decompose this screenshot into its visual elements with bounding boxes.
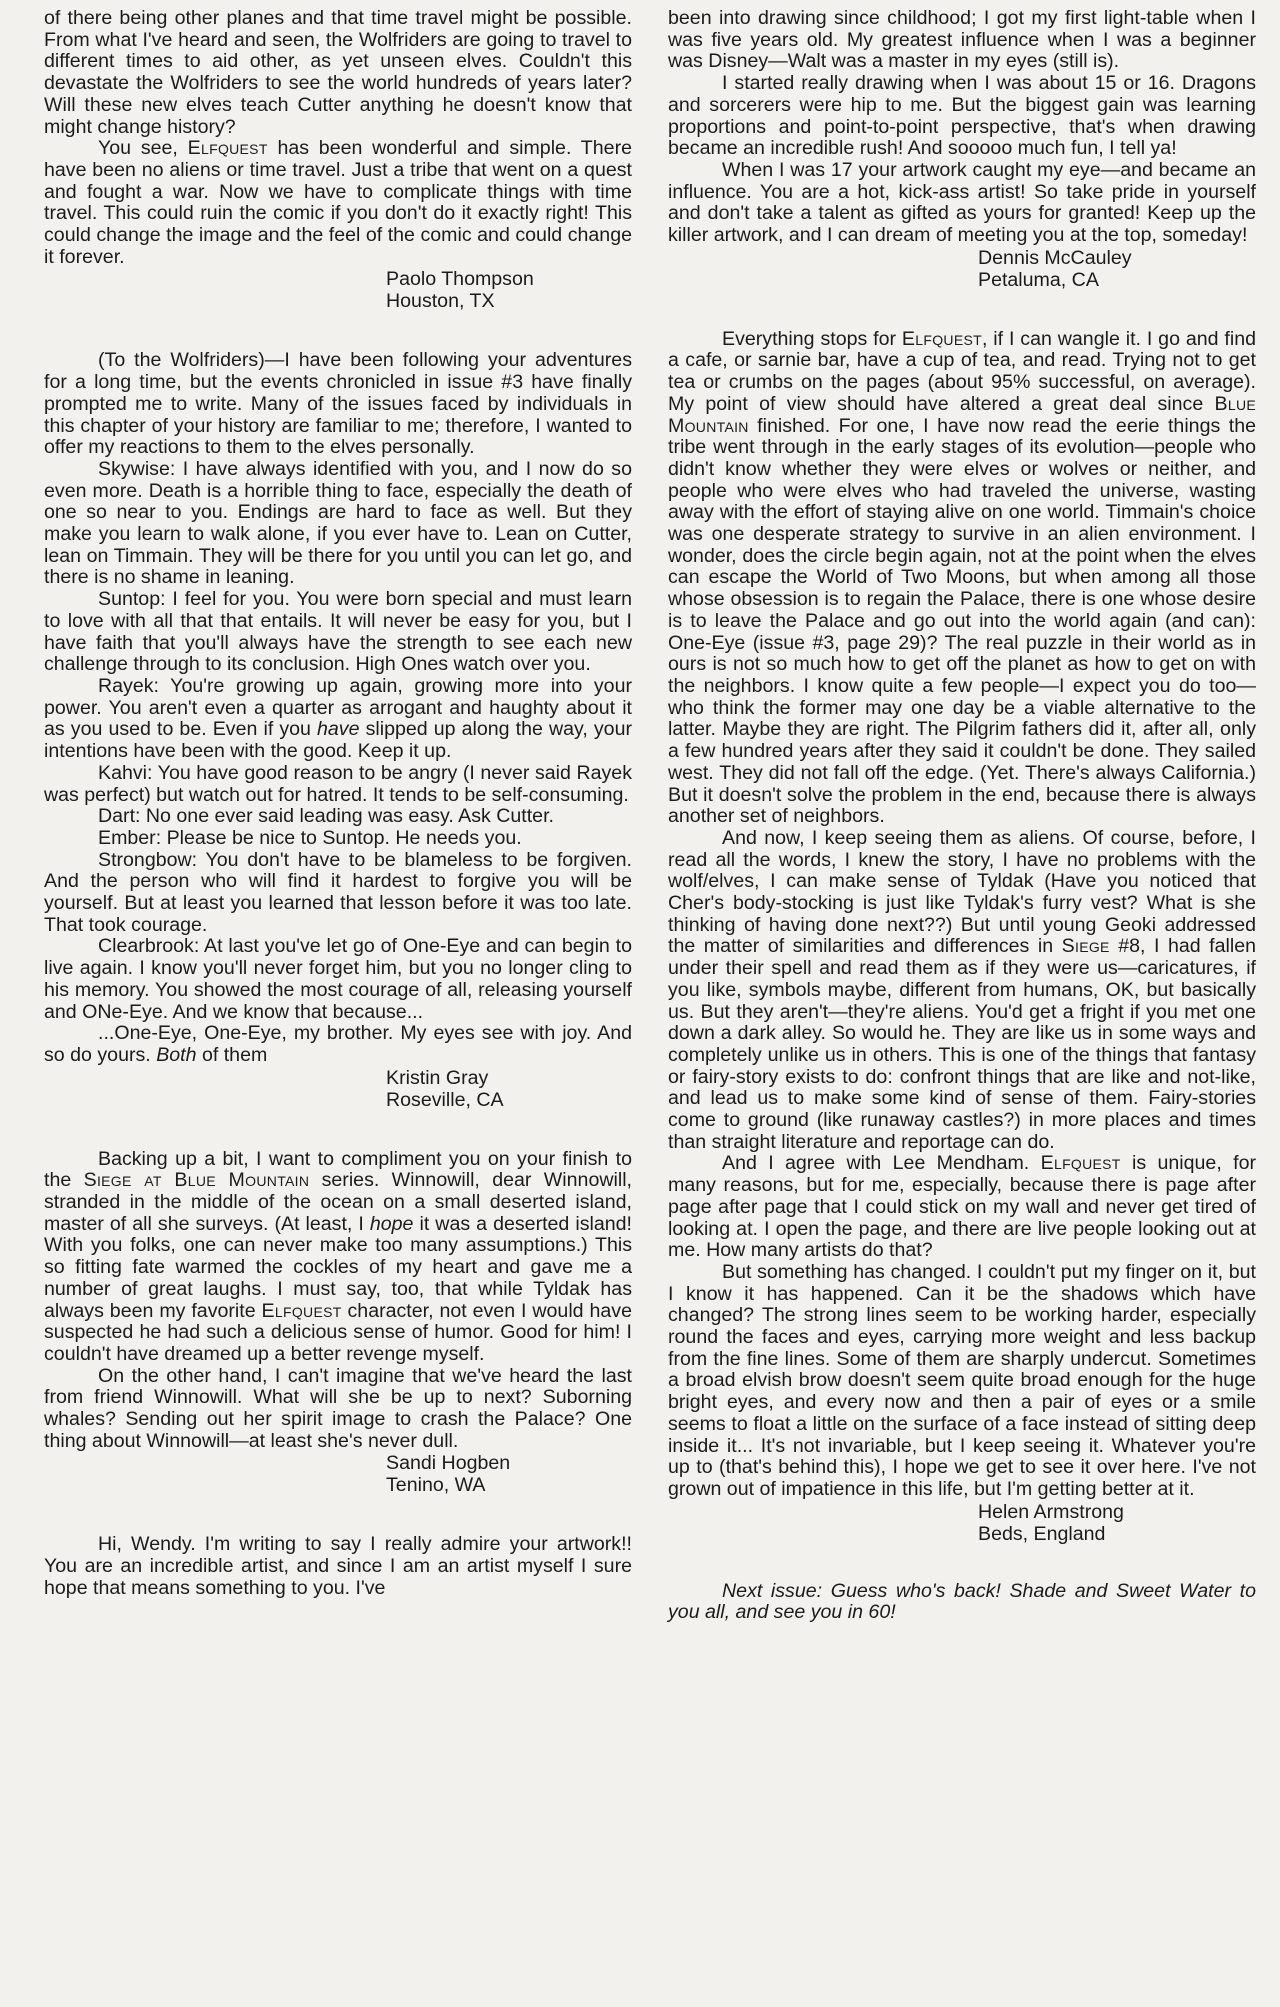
signature-name: Kristin Gray: [386, 1066, 489, 1089]
signature-name: Dennis McCauley: [978, 246, 1132, 269]
text-run: And now, I keep seeing them as aliens. Of course, before, I read all the words, I knew the story, I have no problems with the wolf/elves, I can make sense of Tyldak (Have you noticed that Cher's body-stocking is just like Tyldak's furry vest? What is she thinking of having done next??) But until young Geoki addressed the matter of similarities and differences in: [668, 826, 1256, 958]
emphasis: have: [317, 718, 360, 741]
signature-name: Sandi Hogben: [386, 1452, 511, 1475]
signature-place: Beds, England: [978, 1522, 1106, 1545]
text-run: Backing up a bit, I want to compliment you on your finish to the: [44, 1147, 632, 1192]
signature-place: Tenino, WA: [386, 1474, 486, 1497]
right-column: [668, 8, 1256, 2007]
letter-paragraph: On the other hand, I can't imagine that we've heard the last from friend Winnowill. What will she be up to next? Suborning whales? Sending out her spirit image to crash the Palace? One thing about Winnowill—at least she's never dull.: [44, 1364, 632, 1452]
text-run: And I agree with Lee Mendham.: [722, 1152, 1041, 1175]
text-run: Everything stops for: [722, 327, 902, 350]
letter-paragraph: When I was 17 your artwork caught my eye—and became an influence. You are a hot, kick-ass artist! So take pride in yourself and don't take a talent as gifted as yours for granted! Keep up the killer artwork, and I can dream of meeting you at the top, someday!: [668, 158, 1256, 247]
text-run: , if I can wangle it. I go and find a cafe, or sarnie bar, have a cup of tea, and read. Trying not to get tea or crumbs on the pages (about 95% successful, on average). My point of view should have altered a great deal since: [668, 327, 1257, 415]
signature-place: Houston, TX: [386, 290, 495, 313]
letter-paragraph: [668, 1153, 1256, 1262]
text-run: slipped up along the way, your intentions have been with the good. Keep it up.: [44, 718, 632, 763]
text-run: Rayek: You're growing up again, growing more into your power. You aren't even a quarter as arrogant and haughty about it as you used to be. Even if you: [44, 674, 632, 741]
letter-paragraph: Kahvi: You have good reason to be angry (I never said Rayek was perfect) but watch out for hatred. It tends to be self-consuming.: [44, 761, 632, 806]
letter-paragraph: [44, 1023, 632, 1066]
letter-paragraph: I started really drawing when I was about 15 or 16. Dragons and sorcerers were hip to me. But the biggest gain was learning proportions and point-to-point perspective, that's when drawing became an incredible rush! And sooooo much fun, I tell ya!: [668, 72, 1256, 160]
letter-paragraph: Strongbow: You don't have to be blameless to be forgiven. And the person who will find it hardest to forgive you will be yourself. But at least you learned that lesson before it was too late. That took courage.: [44, 848, 632, 936]
text-run: it was a deserted island! With you folks, one can never make too many assumptions.) This so fitting fate warmed the cockles of my heart and gave me a number of great laughs. I must say, too, that while Tyldak has always been my favorite: [44, 1212, 632, 1322]
text-run: You see,: [98, 137, 188, 160]
letter-separator: [44, 1111, 632, 1149]
signature-name: Paolo Thompson: [386, 268, 534, 291]
text-run: is unique, for many reasons, but for me, especially, because there is page after page after page that I could stick on my wall and never get tired of looking at. I open the page, and there are live people looking out at me. How many artists do that?: [668, 1152, 1256, 1262]
letter-separator: [44, 312, 632, 350]
next-issue-note: Next issue: Guess who's back! Shade and Sweet Water to you all, and see you in 60!: [668, 1579, 1256, 1624]
letter-paragraph: But something has changed. I couldn't put my finger on it, but I know it has happened. Can it be the shadows which have changed? The strong lines seem to be working harder, especially round the faces and eyes, carrying more weight and less backup from the fine lines. Some of them are sharply undercut. Sometimes a broad elvish brow doesn't seem quite broad enough for the huge bright eyes, and every now and then a pair of eyes or a smile seems to float a little on the surface of a face instead of sitting deep inside it... It's not invariable, but I keep seeing it. Whatever you're up to (that's behind this), I hope we get to see it over here. I've not grown out of impatience in this life, but I'm getting better at it.: [668, 1260, 1256, 1500]
title-elfquest: Elfquest: [187, 137, 268, 160]
text-run: #8, I had fallen under their spell and read them as if they were us—caricatures, if you like, symbols maybe, different from humans, OK, but basically us. But they aren't—they're aliens. You'd get a fright if you met one down a dark alley. So would he. They are like us in some ways and completely unlike us in others. This is one of the things that fantasy or fairy-story exists to do: confront things that are like and not-like, and lead us to make some kind of sense of them. Fairy-stories come to ground (like runaway castles?) in more places and times than straight literature and reportage can do.: [668, 935, 1256, 1153]
letter-paragraph: [44, 1149, 632, 1366]
letter-paragraph: [668, 828, 1256, 1154]
letter-paragraph: [44, 676, 632, 763]
title-siege: Siege at Blue Mountain: [83, 1169, 310, 1192]
letter-paragraph: Skywise: I have always identified with you, and I now do so even more. Death is a horrible thing to face, especially the death of one so near to you. Endings are hard to face as well. But they make you learn to walk alone, if you ever have to. Lean on Cutter, lean on Timmain. They will be there for you until you can let go, and there is no shame in leaning.: [44, 457, 632, 589]
left-column: [44, 8, 632, 2007]
title-elfquest: Elfquest: [261, 1299, 342, 1322]
letter-paragraph: Clearbrook: At last you've let go of One-Eye and can begin to live again. I know you'll never forget him, but you no longer cling to his memory. You showed the most courage of all, releasing yourself and ONe-Eye. And we know that because...: [44, 935, 632, 1023]
text-run: of them: [196, 1043, 268, 1066]
letter-separator: [44, 1496, 632, 1534]
text-run: series. Winnowill, dear Winnowill, stranded in the middle of the ocean on a small deserted island, master of all she surveys. (At least, I: [44, 1169, 632, 1235]
signature-place: Roseville, CA: [386, 1088, 504, 1111]
letter-paragraph: been into drawing since childhood; I got my first light-table when I was five years old. My greatest influence when I was a beginner was Disney—Walt was a master in my eyes (still is).: [668, 7, 1256, 73]
text-run: ...One-Eye, One-Eye, my brother. My eyes see with joy. And so do yours.: [44, 1022, 632, 1066]
title-blue-mountain: Blue Mountain: [668, 392, 1256, 437]
text-run: finished. For one, I have now read the eerie things the tribe went through in the early stages of its evolution—people who didn't know whether they were elves or wolves or neither, and people who were elves who had traveled the universe, wasting away with the effort of staying alive on one world. Timmain's choice was one desperate strategy to survive in an alien environment. I wonder, does the circle begin again, not at the point when the elves can escape the World of Two Moons, but when among all those whose obsession is to regain the Palace, there is one whose desire is to leave the Palace and go out into the world again (and can): One-Eye (issue #3, page 29)? The real puzzle in their world as in ours is not so much how to get off the planet as how to get on with the neighbors. I know quite a few people—I expect you do too—who think the former may one day be a viable alternative to the latter. Maybe they are right. The Pilgrim fathers did it, after all, only a few hundred years after they said it couldn't be done. They sailed west. They did not fall off the edge. (Yet. There's always California.) But it doesn't solve the problem in the end, because there is always another set of neighbors.: [668, 414, 1256, 828]
letter-paragraph: [44, 138, 632, 268]
title-siege: Siege: [1061, 935, 1110, 958]
letter-paragraph: of there being other planes and that time travel might be possible. From what I've heard and seen, the Wolfriders are going to travel to different times to aid other, as yet unseen elves. Couldn't this devastate the Wolfriders to see the world hundreds of years later? Will these new elves teach Cutter anything he doesn't know that might change history?: [44, 7, 632, 138]
letter-paragraph: [668, 329, 1256, 828]
title-elfquest: Elfquest: [1040, 1152, 1121, 1175]
letter-separator: [668, 291, 1256, 329]
signature-place: Petaluma, CA: [978, 268, 1099, 291]
emphasis: hope: [369, 1212, 414, 1235]
letter-paragraph: (To the Wolfriders)—I have been following your adventures for a long time, but the events chronicled in issue #3 have finally prompted me to write. Many of the issues faced by individuals in this chapter of your history are familiar to me; therefore, I wanted to offer my reactions to them to the elves personally.: [44, 349, 632, 459]
letter-paragraph: Dart: No one ever said leading was easy. Ask Cutter.: [98, 805, 554, 828]
title-elfquest: Elfquest: [901, 327, 982, 350]
letter-paragraph: Ember: Please be nice to Suntop. He needs you.: [98, 826, 522, 849]
emphasis: Both: [156, 1043, 197, 1066]
signature-name: Helen Armstrong: [978, 1500, 1124, 1523]
letter-paragraph: Hi, Wendy. I'm writing to say I really admire your artwork!! You are an incredible artist, and since I am an artist myself I sure hope that means something to you. I've: [44, 1533, 632, 1599]
text-run: character, not even I would have suspected he had such a delicious sense of humor. Good for him! I couldn't have dreamed up a better revenge myself.: [44, 1299, 632, 1365]
text-run: has been wonderful and simple. There have been no aliens or time travel. Just a tribe that went on a quest and fought a war. Now we have to complicate things with time travel. This could ruin the comic if you don't do it exactly right! This could change the image and the feel of the comic and could change it forever.: [44, 137, 632, 268]
letter-paragraph: Suntop: I feel for you. You were born special and must learn to love with all that that entails. It will never be easy for you, but I have faith that you'll always have the strength to see each new challenge through to its conclusion. High Ones watch over you.: [44, 588, 632, 676]
